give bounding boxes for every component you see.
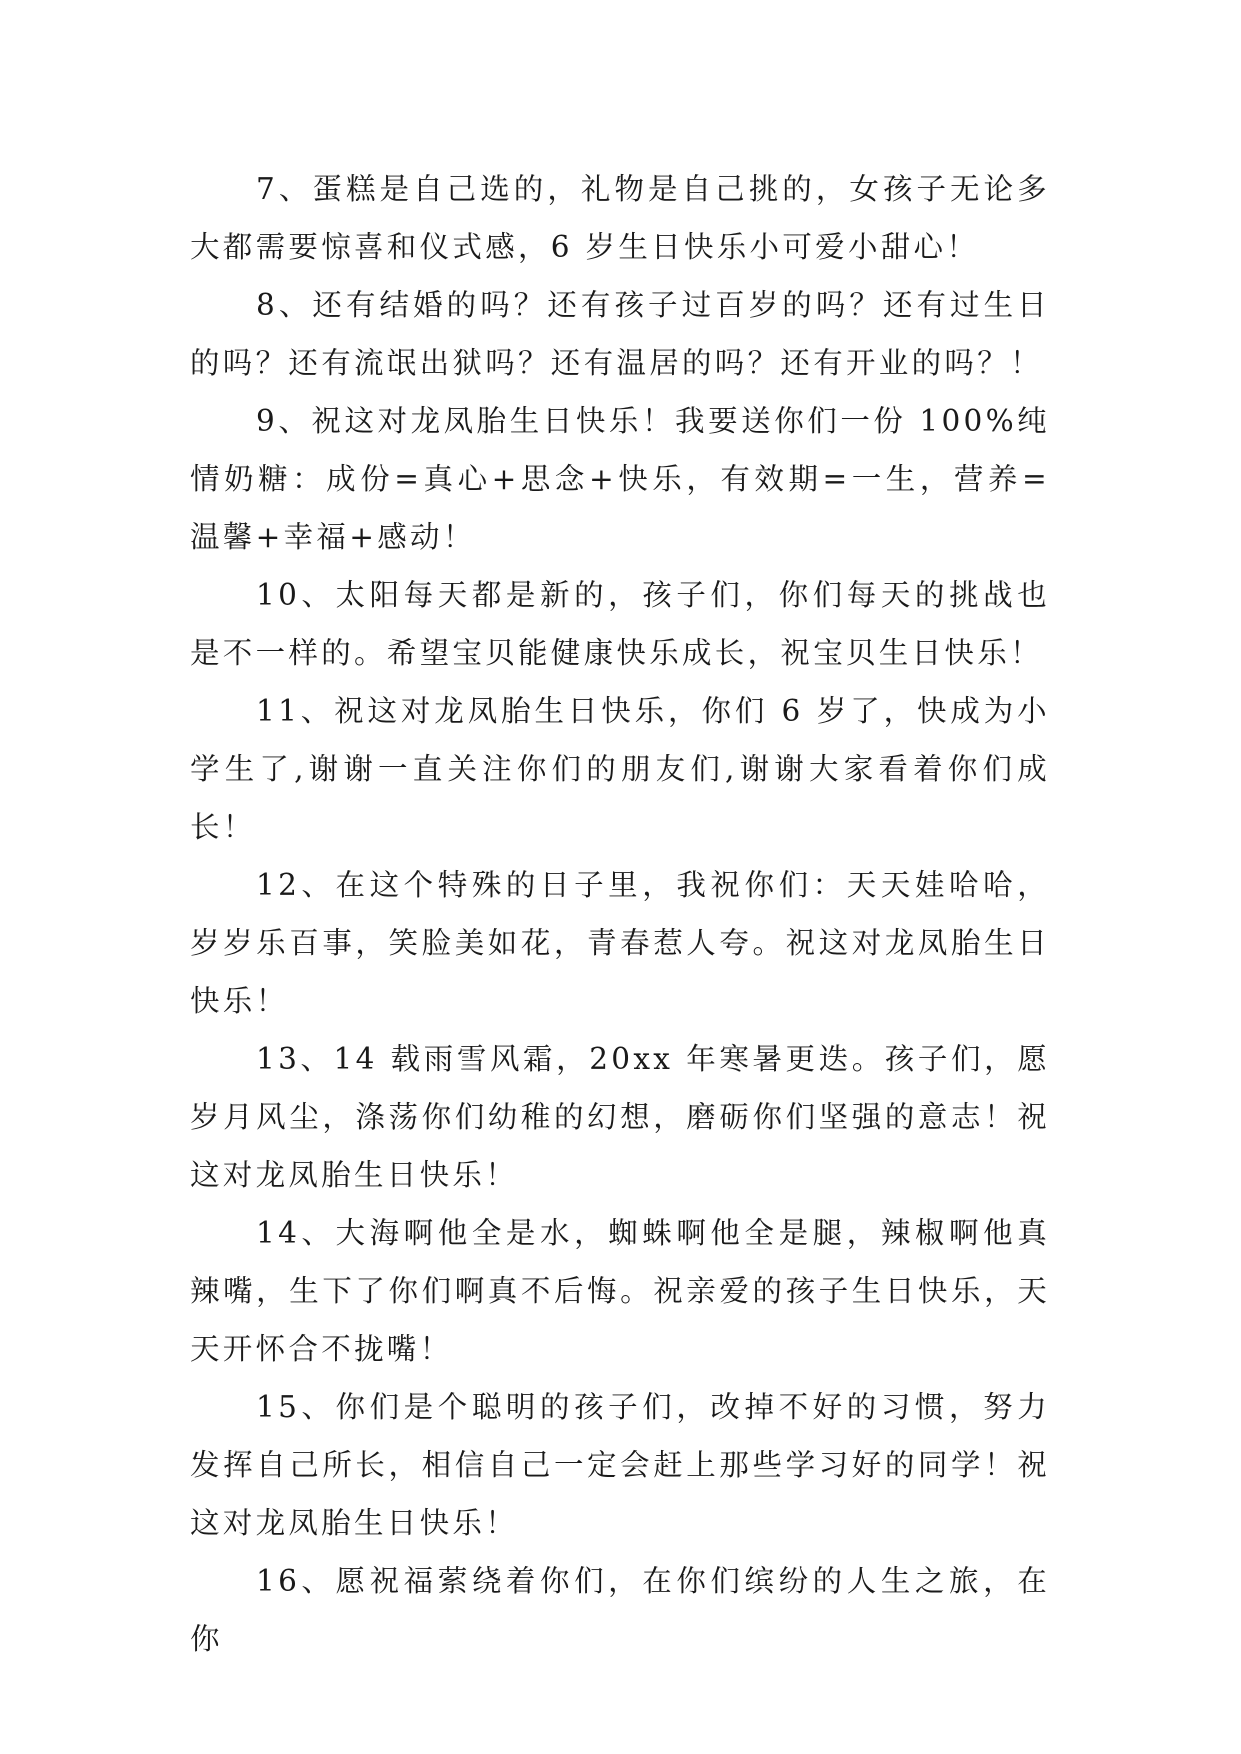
paragraph-10: 10、太阳每天都是新的，孩子们，你们每天的挑战也是不一样的。希望宝贝能健康快乐成长，祝宝贝生日快乐！ — [190, 578, 1050, 670]
document-body — [190, 160, 1050, 1668]
paragraph-9: 9、祝这对龙凤胎生日快乐！我要送你们一份 100%纯情奶糖：成份=真心+思念+快乐，有效期=一生，营养=温馨+幸福+感动！ — [190, 404, 1050, 554]
paragraph-8: 8、还有结婚的吗？还有孩子过百岁的吗？还有过生日的吗？还有流氓出狱吗？还有温居的吗？还有开业的吗？！ — [190, 288, 1050, 380]
paragraph-15: 15、你们是个聪明的孩子们，改掉不好的习惯，努力发挥自己所长，相信自己一定会赶上那些学习好的同学！祝这对龙凤胎生日快乐！ — [190, 1390, 1050, 1540]
paragraph-7: 7、蛋糕是自己选的，礼物是自己挑的，女孩子无论多大都需要惊喜和仪式感，6 岁生日快乐小可爱小甜心！ — [190, 172, 1050, 264]
paragraph-11: 11、祝这对龙凤胎生日快乐，你们 6 岁了，快成为小学生了,谢谢一直关注你们的朋友们,谢谢大家看着你们成长！ — [190, 694, 1050, 844]
paragraph-13: 13、14 载雨雪风霜，20xx 年寒暑更迭。孩子们，愿岁月风尘，涤荡你们幼稚的幻想，磨砺你们坚强的意志！祝这对龙凤胎生日快乐！ — [190, 1042, 1050, 1192]
paragraph-14: 14、大海啊他全是水，蜘蛛啊他全是腿，辣椒啊他真辣嘴，生下了你们啊真不后悔。祝亲爱的孩子生日快乐，天天开怀合不拢嘴！ — [190, 1216, 1050, 1366]
paragraph-16: 16、愿祝福萦绕着你们，在你们缤纷的人生之旅，在你 — [190, 1564, 1050, 1656]
paragraph-12: 12、在这个特殊的日子里，我祝你们：天天娃哈哈，岁岁乐百事，笑脸美如花，青春惹人夸。祝这对龙凤胎生日快乐！ — [190, 868, 1050, 1018]
